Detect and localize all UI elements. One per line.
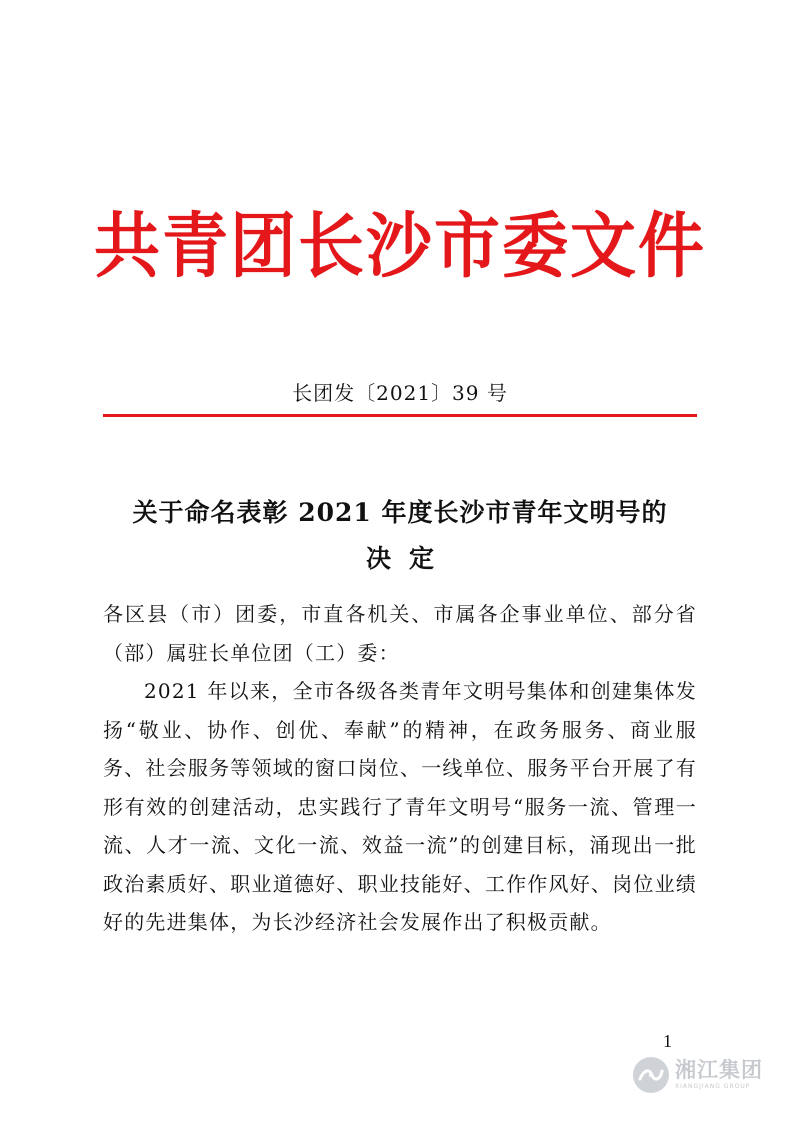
watermark-name: 湘江集团 — [675, 1058, 763, 1082]
watermark — [633, 1050, 783, 1100]
document-body — [103, 595, 697, 942]
watermark-subtitle: XIANGJIANG GROUP — [675, 1083, 751, 1090]
title-line-1: 关于命名表彰 2021 年度长沙市青年文明号的 — [132, 498, 668, 527]
page-number: 1 — [663, 1031, 672, 1051]
salutation: 各区县（市）团委，市直各机关、市属各企事业单位、部分省（部）属驻长单位团（工）委： — [103, 602, 697, 665]
title-line-2: 决定 — [365, 544, 452, 573]
document-title — [0, 490, 800, 582]
xiangjiang-group-logo-icon — [633, 1057, 669, 1093]
body-paragraph: 2021 年以来，全市各级各类青年文明号集体和创建集体发扬“敬业、协作、创优、奉献”的精神，在政务服务、商业服务、社会服务等领域的窗口岗位、一线单位、服务平台开展了有形有效的创建活动，忠实践行了青年文明号“服务一流、管理一流、人才一流、文化一流、效益一流”的创建目标，涌现出一批政治素质好、职业道德好、职业技能好、工作作风好、岗位业绩好的先进集体，为长沙经济社会发展作出了积极贡献。 — [103, 679, 697, 934]
masthead-title: 共青团长沙市委文件 — [94, 203, 706, 288]
document-number: 长团发〔2021〕39 号 — [292, 381, 508, 405]
red-divider-line — [103, 414, 697, 417]
